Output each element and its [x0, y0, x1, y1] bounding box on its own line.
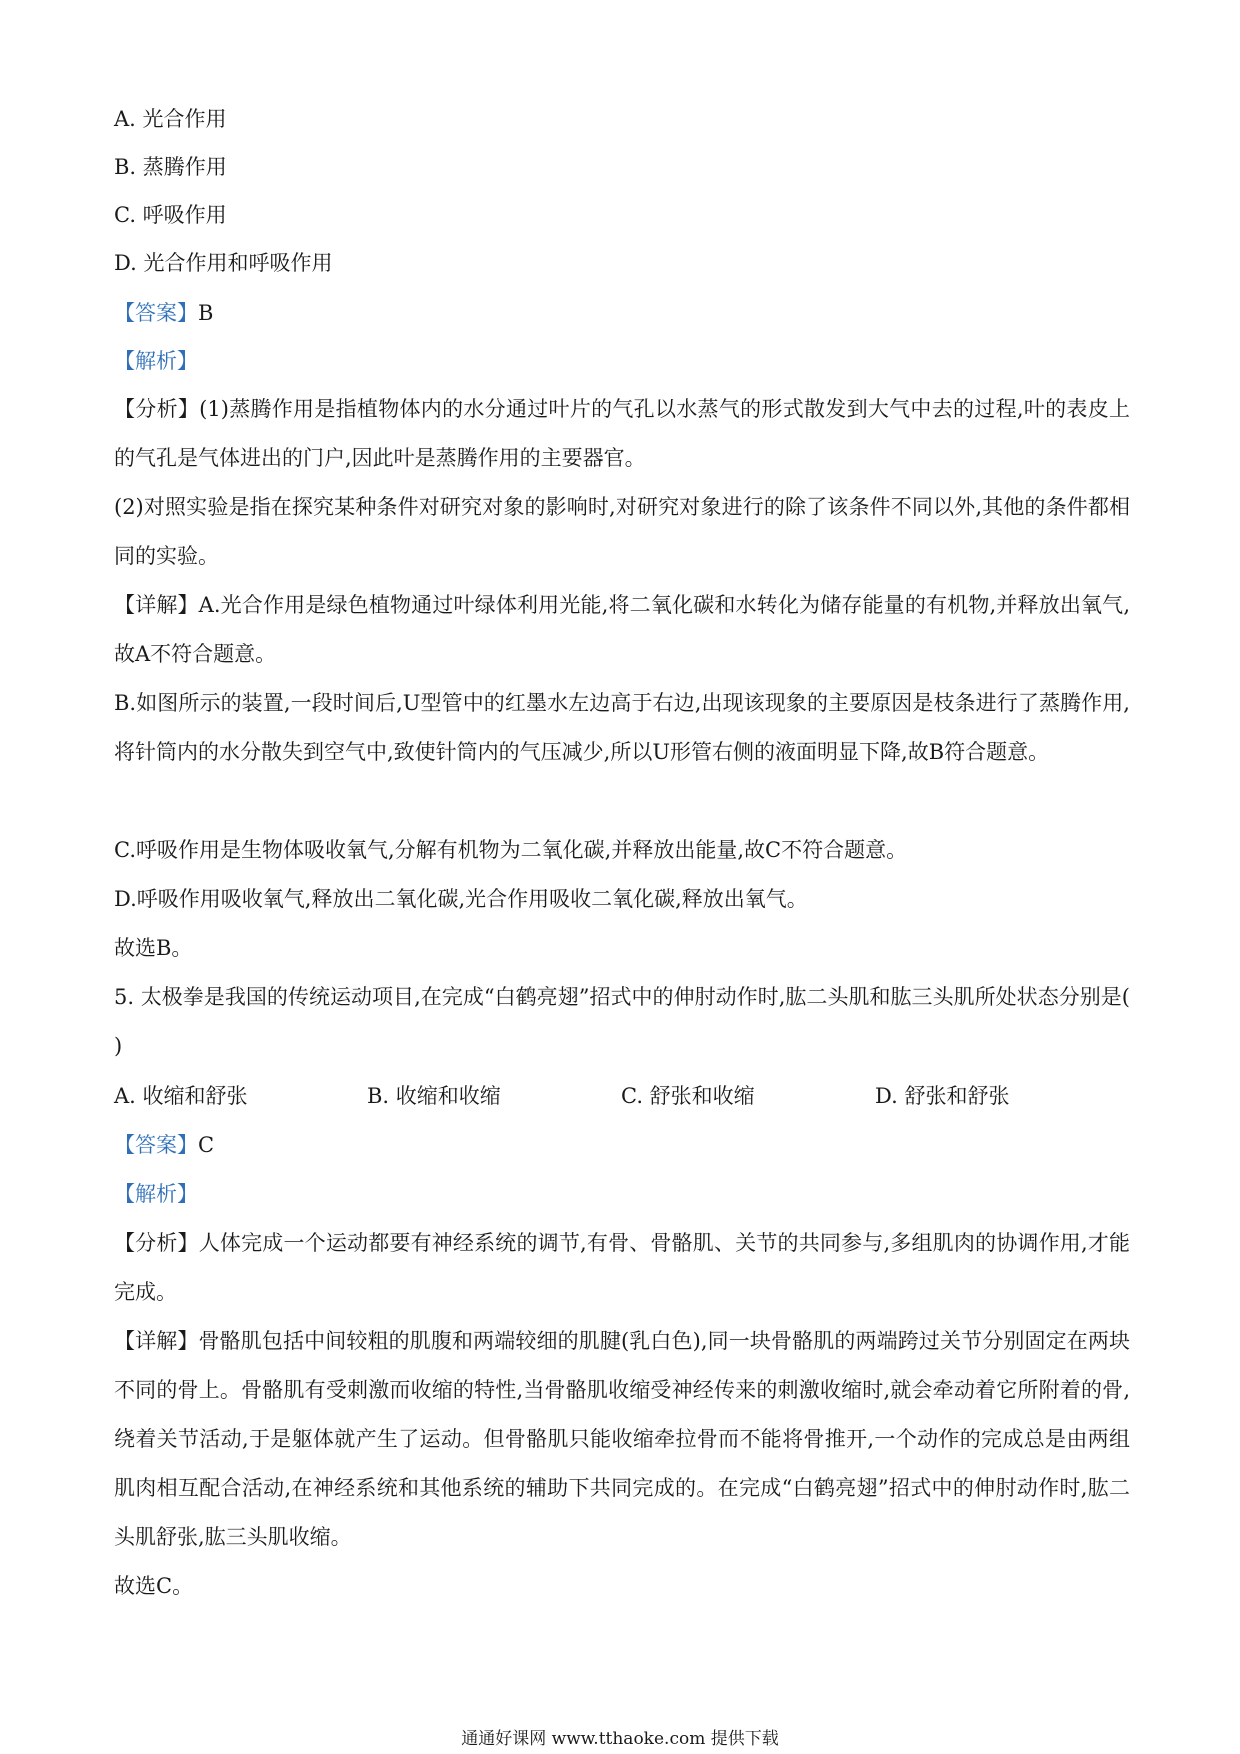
q4-xiangjie-c: C.呼吸作用是生物体吸收氧气,分解有机物为二氧化碳,并释放出能量,故C不符合题意。 [114, 838, 908, 862]
q4-xiangjie-b: B.如图所示的装置,一段时间后,U型管中的红墨水左边高于右边,出现该现象的主要原因是枝条进行了蒸腾作用,将针筒内的水分散失到空气中,致使针筒内的气压减少,所以U形管右侧的液面明显下降,故B符合题意。 [114, 691, 1130, 764]
q4-analysis-tag: 【解析】 [114, 349, 198, 373]
q4-xiangjie-a-text: A.光合作用是绿色植物通过叶绿体利用光能,将二氧化碳和水转化为储存能量的有机物,并释放出氧气,故A不符合题意。 [114, 593, 1130, 666]
q5-xiangjie-text: 骨骼肌包括中间较粗的肌腹和两端较细的肌腱(乳白色),同一块骨骼肌的两端跨过关节分别固定在两块不同的骨上。骨骼肌有受刺激而收缩的特性,当骨骼肌收缩受神经传来的刺激收缩时,就会牵动着它所附着的骨,绕着关节活动,于是躯体就产生了运动。但骨骼肌只能收缩牵拉骨而不能将骨推开,一个动作的完成总是由两组肌肉相互配合活动,在神经系统和其他系统的辅助下共同完成的。在完成“白鹤亮翅”招式中的伸肘动作时,肱二头肌舒张,肱三头肌收缩。 [114, 1329, 1130, 1549]
q4-fenxi-tag: 【分析】 [114, 397, 200, 421]
q4-analysis-line [114, 346, 198, 376]
q5-conclusion: 故选C。 [114, 1574, 194, 1598]
q4-option-c: C. 呼吸作用 [114, 203, 227, 227]
q4-conclusion: 故选B。 [114, 936, 193, 960]
q4-answer-line [114, 298, 213, 328]
q5-fenxi-tag: 【分析】 [114, 1231, 199, 1255]
q5-option-a: A. 收缩和舒张 [114, 1084, 248, 1108]
q5-analysis-tag: 【解析】 [114, 1182, 198, 1206]
q4-answer-tag: 【答案】 [114, 301, 198, 325]
q4-xiangjie-d: D.呼吸作用吸收氧气,释放出二氧化碳,光合作用吸收二氧化碳,释放出氧气。 [114, 887, 808, 911]
q4-option-b: B. 蒸腾作用 [114, 155, 227, 179]
q5-answer-tag: 【答案】 [114, 1133, 198, 1157]
q5-xiangjie-tag: 【详解】 [114, 1329, 199, 1353]
q5-xiangjie [114, 1317, 1130, 1562]
q5-answer-value: C [198, 1133, 215, 1157]
q5-options [114, 1081, 1130, 1111]
page-footer: 通通好课网 www.tthaoke.com 提供下载 [461, 1729, 779, 1749]
q4-fenxi-text1: (1)蒸腾作用是指植物体内的水分通过叶片的气孔以水蒸气的形式散发到大气中去的过程,叶的表皮上的气孔是气体进出的门户,因此叶是蒸腾作用的主要器官。 [114, 397, 1130, 470]
q5-option-d: D. 舒张和舒张 [875, 1084, 1010, 1108]
q4-fenxi-p1 [114, 385, 1130, 483]
q5-stem: 5. 太极拳是我国的传统运动项目,在完成“白鹤亮翅”招式中的伸肘动作时,肱二头肌和肱三头肌所处状态分别是( ) [114, 985, 1130, 1058]
q5-answer-line [114, 1130, 214, 1160]
q4-option-d: D. 光合作用和呼吸作用 [114, 251, 333, 275]
q4-answer-value: B [198, 301, 214, 325]
q5-fenxi-text: 人体完成一个运动都要有神经系统的调节,有骨、骨骼肌、关节的共同参与,多组肌肉的协调作用,才能完成。 [114, 1231, 1130, 1304]
q4-option-a: A. 光合作用 [114, 107, 227, 131]
q5-fenxi [114, 1219, 1130, 1317]
q5-option-b: B. 收缩和收缩 [367, 1084, 501, 1108]
q4-xiangjie-a [114, 581, 1130, 679]
q5-option-c: C. 舒张和收缩 [621, 1084, 755, 1108]
q4-xiangjie-tag: 【详解】 [114, 593, 199, 617]
q5-analysis-line [114, 1179, 198, 1209]
q4-fenxi-p2: (2)对照实验是指在探究某种条件对研究对象的影响时,对研究对象进行的除了该条件不同以外,其他的条件都相同的实验。 [114, 495, 1130, 568]
